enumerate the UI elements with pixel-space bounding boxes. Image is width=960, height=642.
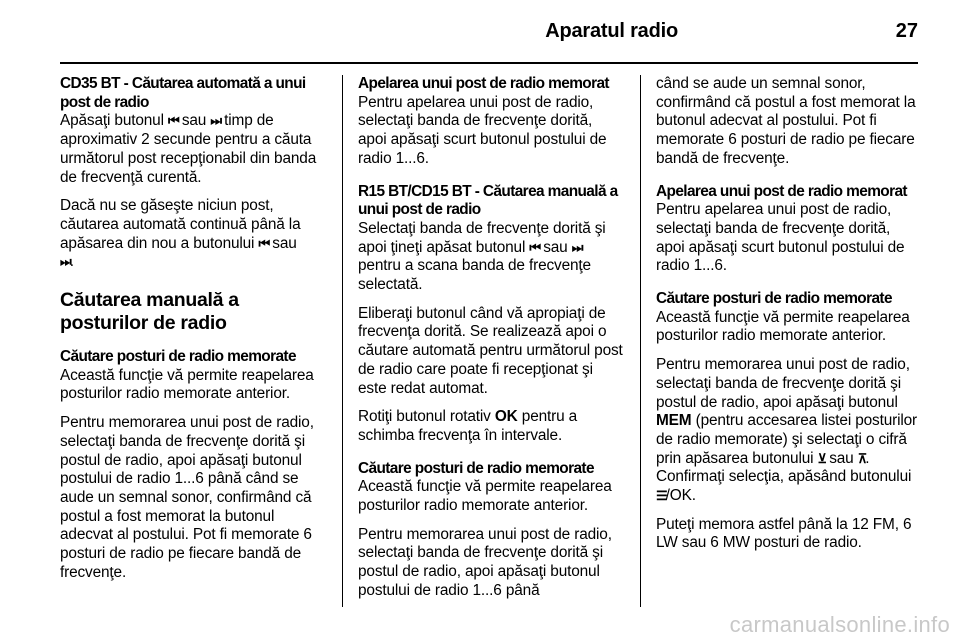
paragraph-memorized-function: Această funcţie vă permite reapelarea posturilor radio memorate anterior. [656,308,910,345]
seek-forward-icon: ⏭ [210,113,221,129]
column-3 [656,75,921,563]
heading-memorized-stations: Căutare posturi de radio memorate [60,348,296,366]
paragraph-auto-search-continue: Dacă nu se găseşte niciun post, căutarea automată continuă până la apăsarea din nou a butonului ⏮ sau ⏭. [60,197,301,271]
column-divider [640,75,641,607]
seek-back-icon: ⏮ [258,235,269,251]
paragraph-release-button: Eliberaţi butonul când vă apropiaţi de frecvenţa dorită. Se realizează apoi o căutare automată pentru următorul post de radio care poate fi recepţionat şi este redat automat. [358,304,623,397]
paragraph-station-capacity: Puteţi memora astfel până la 12 FM, 6 LW sau 6 MW posturi de radio. [656,515,912,552]
paragraph-recall-station: Pentru apelarea unui post de radio, selectaţi banda de frecvenţe dorită, apoi apăsaţi scurt butonul postului de radio 1...6. [656,201,905,275]
seek-back-icon: ⏮ [529,239,540,255]
heading-recall-station: Apelarea unui post de radio memorat [358,75,609,92]
paragraph-memorized-function: Această funcţie vă permite reapelarea posturilor radio memorate anterior. [358,478,612,515]
paragraph-manual-scan: Selectaţi banda de frecvenţe dorită şi apoi ţineţi apăsat butonul ⏮ sau ⏭ pentru a scana banda de frecvenţe selectată. [358,219,606,294]
column-2 [358,75,623,611]
section-title: Aparatul radio [545,20,678,42]
seek-back-icon: ⏮ [167,113,178,129]
heading-memorized-stations: Căutare posturi de radio memorate [656,290,892,308]
ok-button-label: OK [494,408,518,426]
column-divider [342,75,343,607]
watermark: carmanualsonline.info [729,612,950,637]
paragraph-memorize-station: Pentru memorarea unui post de radio, selectaţi banda de frecvenţe dorită şi postul de radio, apoi apăsaţi butonul postului de radio 1...6 până [358,525,612,599]
column-1 [60,75,325,592]
paragraph-memorized-function: Această funcţie vă permite reapelarea posturilor radio memorate anterior. [60,366,314,403]
paragraph-memorize-continued: când se aude un semnal sonor, confirmând că postul a fost memorat la butonul adecvat al postului. Pot fi memorate 6 posturi de radio pe fiecare bandă de frecvenţe. [656,75,916,167]
mem-button-label: MEM [656,412,692,430]
heading-recall-station: Apelarea unui post de radio memorat [656,182,907,200]
page-number: 27 [895,20,918,42]
seek-forward-icon: ⏭ [571,239,582,255]
heading-cd35-auto-search: CD35 BT - Căutarea automată a unui post de radio [60,75,306,111]
paragraph-rotate-ok: Rotiţi butonul rotativ OK pentru a schimba frecvenţa în intervale. [358,408,578,444]
heading-r15-manual-search: R15 BT/CD15 BT - Căutarea manuală a unui post de radio [358,182,618,219]
page-header [60,0,918,64]
paragraph-auto-search: Apăsaţi butonul ⏮ sau ⏭ timp de aproximativ 2 secunde pentru a căuta următorul post recepţionabil din banda de frecvenţă curentă. [60,112,317,186]
heading-memorized-stations: Căutare posturi de radio memorate [358,459,594,477]
paragraph-memorize-station: Pentru memorarea unui post de radio, selectaţi banda de frecvenţe dorită şi postul de radio, apoi apăsaţi butonul postului de radio 1...6 până când se aude un semnal sonor, confirmând că postul a fost memorat la butonul adecvat al postului. Pot fi memorate 6 posturi de radio pe fiecare bandă de frecvenţe. [60,414,314,581]
paragraph-mem-button: Pentru memorarea unui post de radio, selectaţi banda de frecvenţe dorită şi postul de radio, apoi apăsaţi butonul MEM (pentru accesarea listei posturilor de radio memorate) şi selectaţi o cifră prin apăsarea butonului ⊻ sau ⊼. Confirmaţi selecţia, apăsând butonului ☰/OK. [656,356,918,505]
heading-manual-search: Căutarea manuală a posturilor de radio [60,289,239,335]
paragraph-recall-station: Pentru apelarea unui post de radio, selectaţi banda de frecvenţe dorită, apoi apăsaţi scurt butonul postului de radio 1...6. [358,93,607,167]
arrow-down-icon: ⊻ [817,450,826,466]
seek-forward-icon: ⏭ [60,254,70,270]
arrow-up-icon: ⊼ [857,450,866,466]
menu-icon: ☰ [656,488,666,504]
